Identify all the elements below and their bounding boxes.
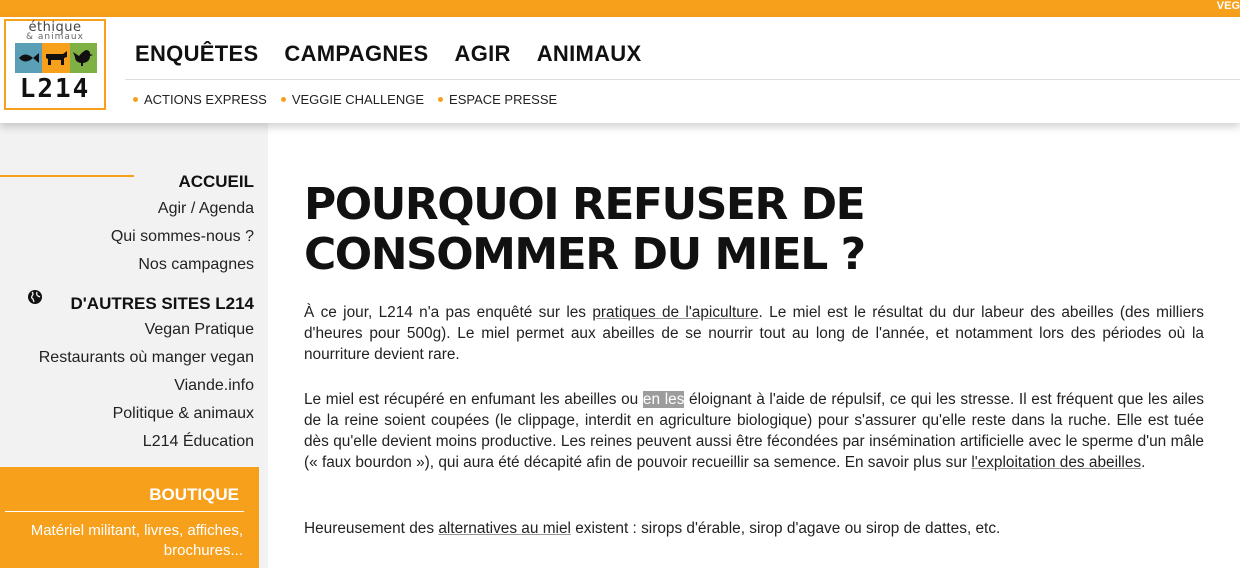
- link-exploitation-abeilles[interactable]: l'exploitation des abeilles: [971, 454, 1142, 471]
- page-title-line-2: CONSOMMER DU MIEL ?: [304, 229, 865, 280]
- text-run: À ce jour, L214 n'a pas enquêté sur les: [304, 304, 593, 321]
- nav-campagnes[interactable]: CAMPAGNES: [284, 41, 429, 66]
- cow-icon: [42, 43, 69, 73]
- article: [304, 179, 1204, 537]
- text-run: .: [1141, 454, 1146, 471]
- nav-divider: [125, 79, 1240, 80]
- l214-logo[interactable]: [4, 19, 106, 110]
- top-strip-link[interactable]: VEG: [1216, 0, 1240, 12]
- sidebar-link-l214-education[interactable]: L214 Éducation: [142, 433, 254, 450]
- sidebar-link-nos-campagnes[interactable]: Nos campagnes: [138, 256, 254, 273]
- logo-tagline-1: éthique: [28, 20, 82, 35]
- chicken-icon: [70, 43, 97, 73]
- sidebar-link-restaurants[interactable]: Restaurants où manger vegan: [38, 349, 254, 366]
- text-run: existent : sirops d'érable, sirop d'agave ou sirop de dattes, etc.: [570, 520, 1001, 537]
- nav-animaux[interactable]: ANIMAUX: [536, 41, 642, 66]
- article-paragraph-3: [304, 518, 1204, 539]
- bullet-icon: [133, 97, 138, 102]
- nav-agir[interactable]: AGIR: [454, 41, 511, 66]
- sidebar: [0, 123, 268, 568]
- subnav-espace-presse[interactable]: [438, 92, 557, 107]
- logo-brand: L214: [19, 74, 91, 104]
- boutique-divider: [5, 511, 244, 512]
- sidebar-heading-accueil[interactable]: ACCUEIL: [178, 172, 254, 191]
- sidebar-link-politique-animaux[interactable]: Politique & animaux: [112, 405, 254, 422]
- sidebar-link-agir-agenda[interactable]: Agir / Agenda: [157, 200, 254, 217]
- link-alternatives-miel[interactable]: alternatives au miel: [438, 520, 571, 537]
- globe-icon: [27, 289, 43, 305]
- site-header: [0, 17, 1240, 123]
- article-paragraph-2: [304, 389, 1204, 473]
- subnav-veggie-challenge[interactable]: [281, 92, 424, 107]
- sub-nav: [133, 92, 557, 107]
- subnav-label: ACTIONS EXPRESS: [144, 92, 267, 107]
- subnav-label: VEGGIE CHALLENGE: [291, 92, 425, 107]
- subnav-label: ESPACE PRESSE: [449, 92, 558, 107]
- bullet-icon: [281, 97, 286, 102]
- text-run: éloignant à l'aide de répulsif, ce qui les stresse. Il est fréquent que les ailes de la reine soient coupées (le clippage, interdit en agriculture biologique) pour s'assurer qu'elle reste dans la ruche. Elle est tuée dès qu'elle devient moins productive. Les reines peuvent aussi être fécondées par insémination artificielle avec le sperme d'un mâle (« faux bourdon »), qui aura été décapité afin de pouvoir recueillir sa semence. En savoir plus sur: [304, 391, 1204, 471]
- sidebar-heading-autres-sites: D'AUTRES SITES L214: [70, 294, 254, 313]
- text-run: Heureusement des: [304, 520, 439, 537]
- subnav-actions-express[interactable]: [133, 92, 267, 107]
- boutique-title: BOUTIQUE: [149, 485, 239, 504]
- link-pratiques-apiculture[interactable]: pratiques de l'apiculture: [592, 304, 759, 321]
- bullet-icon: [438, 97, 443, 102]
- boutique-description: Matériel militant, livres, affiches, brochures...: [30, 522, 243, 559]
- text-run: . Le miel est le résultat du dur labeur des abeilles (des milliers d'heures pour 500g). Le miel permet aux abeilles de se nourrir tout au long de l'année, et notamment lors des périodes où la nourriture devient rare.: [304, 304, 1204, 363]
- main-nav: [135, 41, 641, 67]
- text-run: Le miel est récupéré en enfumant les abeilles ou: [304, 391, 643, 408]
- boutique-box[interactable]: [0, 467, 259, 568]
- sidebar-link-viande-info[interactable]: Viande.info: [174, 377, 254, 394]
- top-strip: [0, 0, 1240, 17]
- sidebar-accent-line: [0, 175, 134, 177]
- logo-animals: [15, 43, 97, 73]
- sidebar-link-qui-sommes-nous[interactable]: Qui sommes-nous ?: [110, 228, 254, 245]
- page-title: [304, 180, 1204, 280]
- nav-enquetes[interactable]: ENQUÊTES: [135, 41, 259, 66]
- selected-text: en les: [642, 391, 685, 408]
- page-title-line-1: POURQUOI REFUSER DE: [304, 179, 865, 230]
- fish-icon: [15, 43, 42, 73]
- logo-tagline-2: & animaux: [26, 32, 84, 42]
- article-paragraph-1: [304, 302, 1204, 365]
- sidebar-link-vegan-pratique[interactable]: Vegan Pratique: [144, 321, 254, 338]
